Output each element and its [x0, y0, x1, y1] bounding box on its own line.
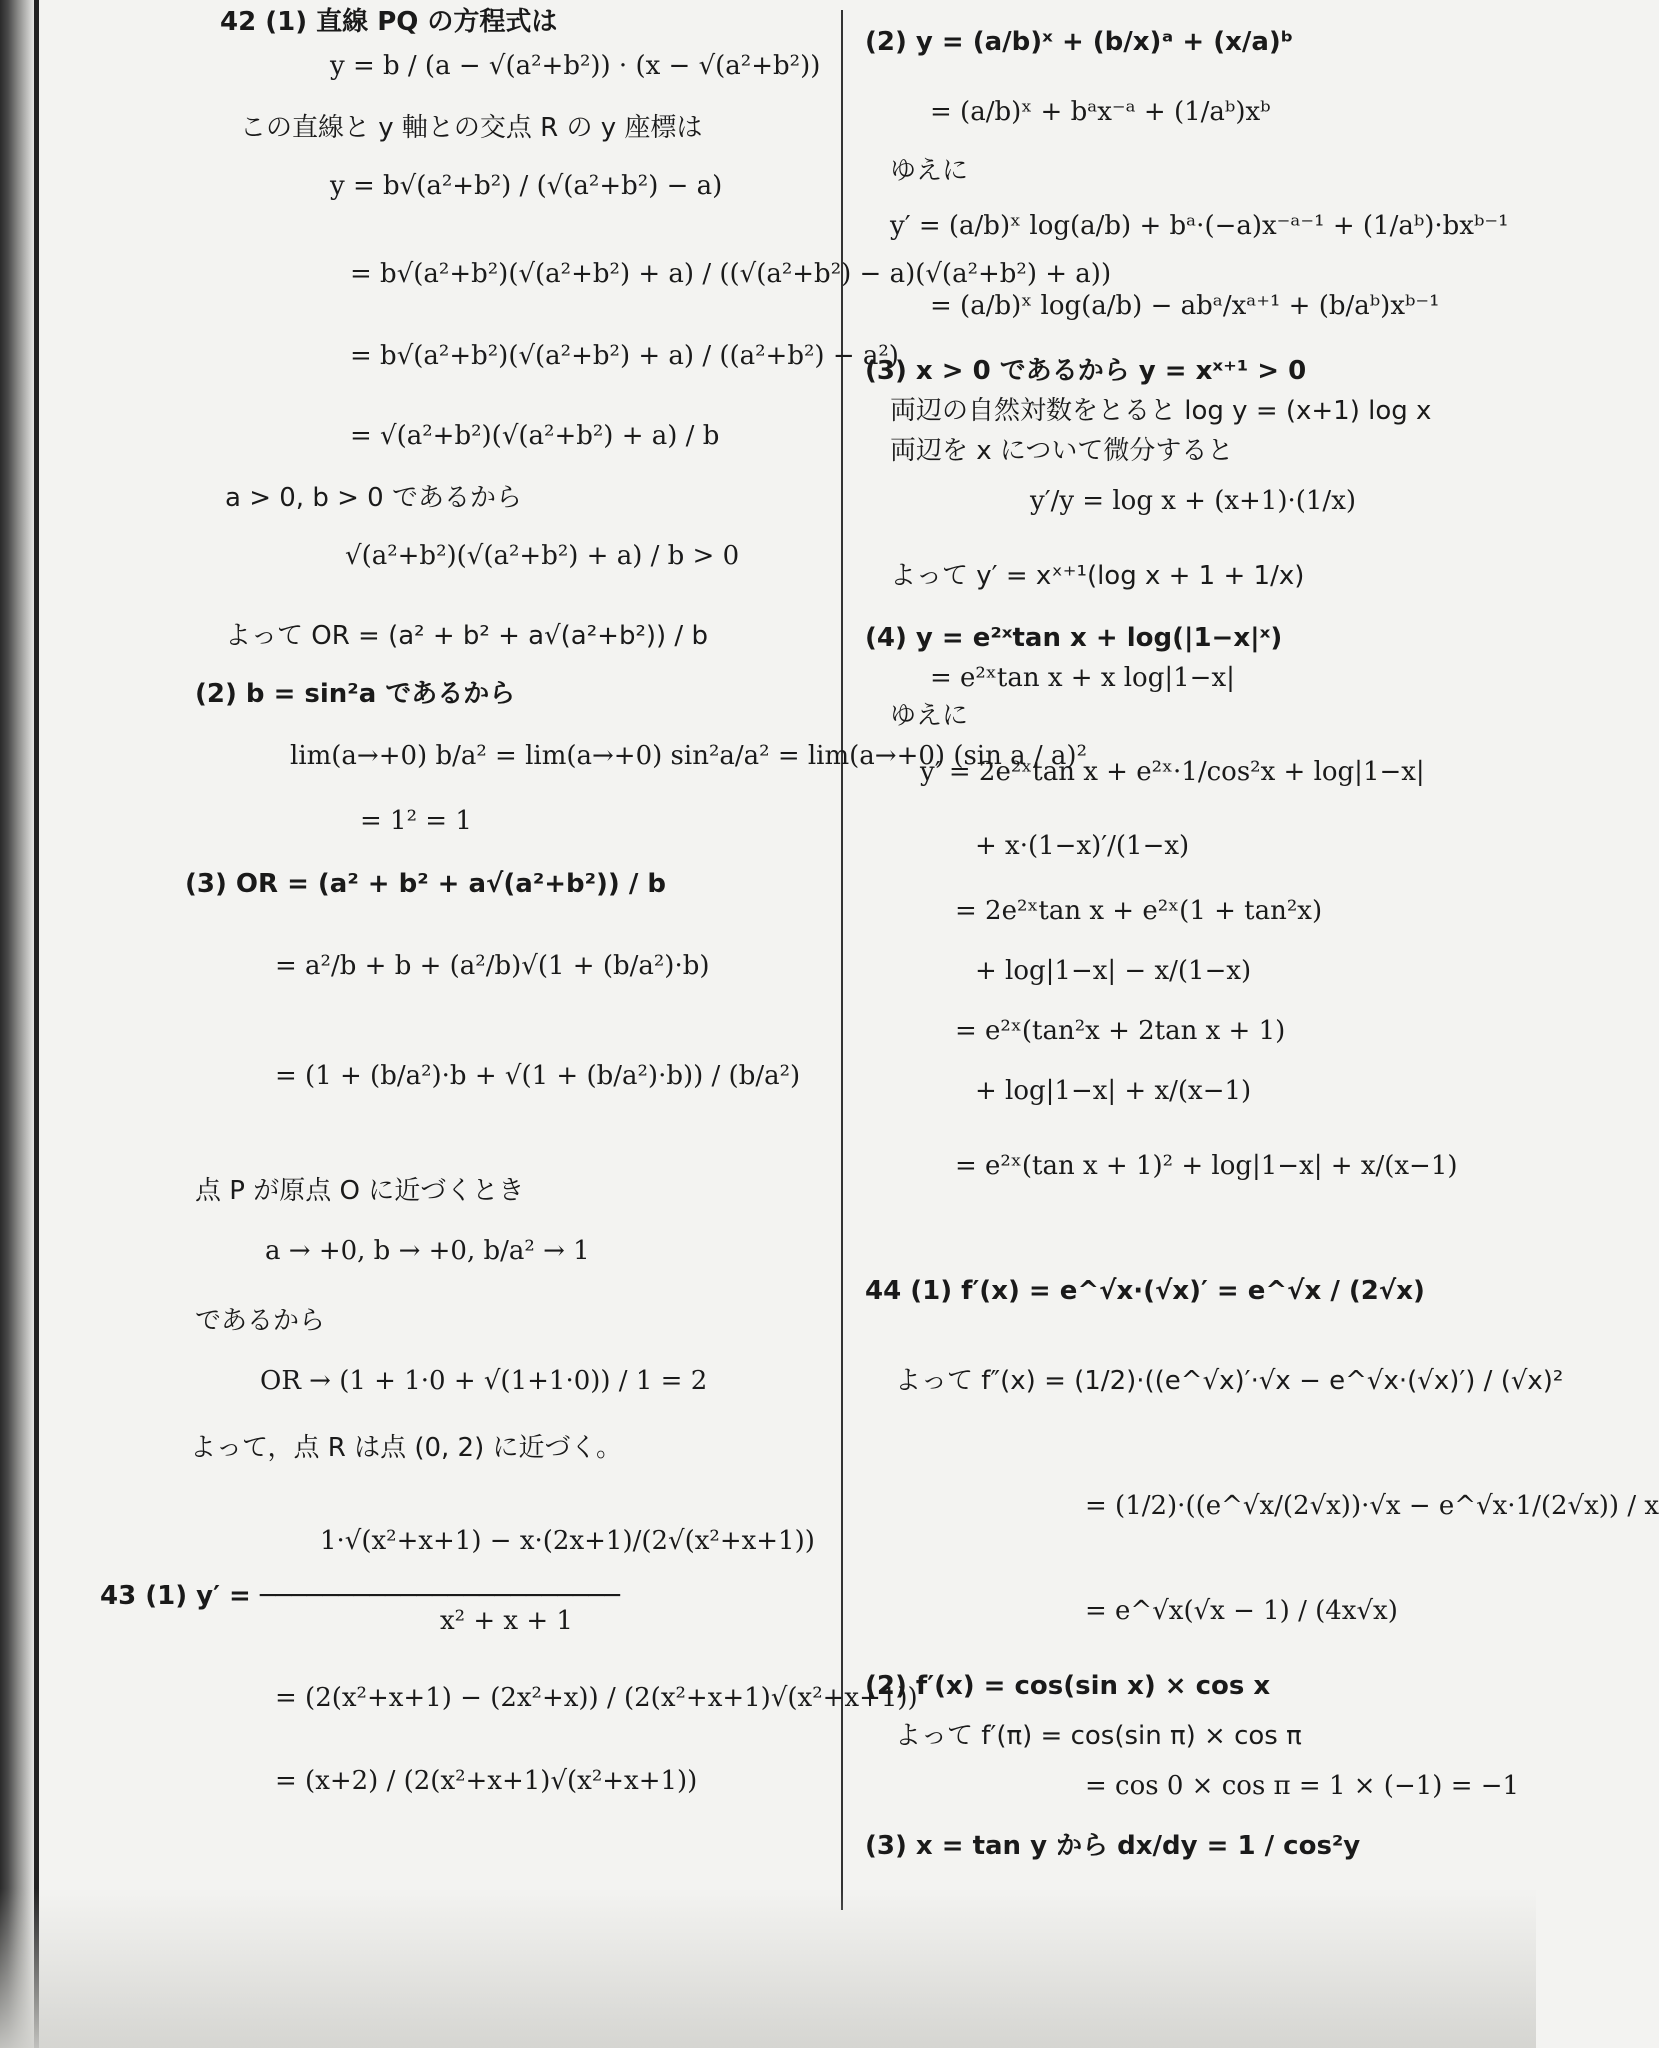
- math-line: = b√(a²+b²)(√(a²+b²) + a) / ((a²+b²) − a²): [350, 341, 899, 371]
- math-line: = (1/2)·((e^√x/(2√x))·√x − e^√x·1/(2√x)) / x: [1085, 1491, 1659, 1521]
- math-line: よって f″(x) = (1/2)·((e^√x)′·√x − e^√x·(√x)′) / (√x)²: [895, 1366, 1564, 1396]
- math-line: = e²ˣ(tan x + 1)² + log|1−x| + x/(x−1): [955, 1151, 1458, 1181]
- math-line: = (1 + (b/a²)·b + √(1 + (b/a²)·b)) / (b/a²): [275, 1061, 801, 1091]
- math-line: a → +0, b → +0, b/a² → 1: [265, 1236, 590, 1266]
- math-line: よって f′(π) = cos(sin π) × cos π: [895, 1721, 1302, 1751]
- problem-42-4b-heading: (4) y = e²ˣtan x + log(|1−x|ˣ): [865, 623, 1283, 653]
- text-line: この直線と y 軸との交点 R の y 座標は: [240, 113, 703, 143]
- problem-43-1-heading: 43 (1) y′ = ───────────────────────: [100, 1581, 620, 1611]
- math-line: = e^√x(√x − 1) / (4x√x): [1085, 1596, 1398, 1626]
- text-line: 点 P が原点 O に近づくとき: [195, 1176, 525, 1206]
- text-line: 両辺の自然対数をとると log y = (x+1) log x: [890, 396, 1432, 426]
- problem-42-3b-heading: (3) x > 0 であるから y = xˣ⁺¹ > 0: [865, 356, 1307, 386]
- math-line: = cos 0 × cos π = 1 × (−1) = −1: [1085, 1771, 1520, 1801]
- math-line: = (a/b)ˣ + bᵃx⁻ᵃ + (1/aᵇ)xᵇ: [930, 97, 1271, 127]
- math-line: = (a/b)ˣ log(a/b) − abᵃ/xᵃ⁺¹ + (b/aᵇ)xᵇ⁻¹: [930, 291, 1440, 321]
- page-edge-rule: [34, 0, 39, 2048]
- math-line: = e²ˣ(tan²x + 2tan x + 1): [955, 1016, 1286, 1046]
- page-edge-shadow: [0, 0, 34, 2048]
- problem-42-2-heading: (2) b = sin²a であるから: [195, 679, 516, 709]
- text-line: ゆえに: [890, 156, 969, 186]
- problem-44-1-heading: 44 (1) f′(x) = e^√x·(√x)′ = e^√x / (2√x): [865, 1276, 1425, 1306]
- text-line: であるから: [195, 1306, 326, 1336]
- math-line: = a²/b + b + (a²/b)√(1 + (b/a²)·b): [275, 951, 710, 981]
- math-line: + log|1−x| − x/(1−x): [975, 956, 1252, 986]
- math-line: y = b√(a²+b²) / (√(a²+b²) − a): [330, 171, 723, 201]
- problem-44-3-heading: (3) x = tan y から dx/dy = 1 / cos²y: [865, 1831, 1361, 1861]
- bottom-shadow: [0, 1888, 1536, 2048]
- math-line: + x·(1−x)′/(1−x): [975, 831, 1190, 861]
- math-line: y′ = (a/b)ˣ log(a/b) + bᵃ·(−a)x⁻ᵃ⁻¹ + (1/aᵇ)·bxᵇ⁻¹: [890, 211, 1509, 241]
- problem-42-1-heading: 42 (1) 直線 PQ の方程式は: [220, 7, 558, 37]
- math-line: y′/y = log x + (x+1)·(1/x): [1030, 486, 1357, 516]
- column-divider: [841, 10, 843, 1910]
- text-line: 両辺を x について微分すると: [890, 436, 1234, 466]
- math-line: = b√(a²+b²)(√(a²+b²) + a) / ((√(a²+b²) − a)(√(a²+b²) + a)): [350, 259, 1112, 289]
- problem-42-2b-heading: (2) y = (a/b)ˣ + (b/x)ᵃ + (x/a)ᵇ: [865, 27, 1294, 57]
- math-line: OR → (1 + 1·0 + √(1+1·0)) / 1 = 2: [260, 1366, 708, 1396]
- math-line: = √(a²+b²)(√(a²+b²) + a) / b: [350, 421, 720, 451]
- math-line: lim(a→+0) b/a² = lim(a→+0) sin²a/a² = lim(a→+0) (sin a / a)²: [290, 741, 1087, 771]
- text-line: a > 0, b > 0 であるから: [225, 483, 522, 513]
- math-line: 1·√(x²+x+1) − x·(2x+1)/(2√(x²+x+1)): [320, 1526, 815, 1556]
- text-line: よって，点 R は点 (0, 2) に近づく。: [190, 1433, 622, 1463]
- math-line: = 1² = 1: [360, 806, 472, 836]
- math-line: = (x+2) / (2(x²+x+1)√(x²+x+1)): [275, 1766, 698, 1796]
- math-line: = (2(x²+x+1) − (2x²+x)) / (2(x²+x+1)√(x²+x+1)): [275, 1683, 918, 1713]
- math-line: y′ = 2e²ˣtan x + e²ˣ·1/cos²x + log|1−x|: [920, 757, 1425, 787]
- math-line: = e²ˣtan x + x log|1−x|: [930, 663, 1235, 693]
- text-line: よって OR = (a² + b² + a√(a²+b²)) / b: [225, 621, 708, 651]
- problem-42-3-heading: (3) OR = (a² + b² + a√(a²+b²)) / b: [185, 869, 666, 899]
- math-line: x² + x + 1: [440, 1606, 573, 1636]
- math-line: y = b / (a − √(a²+b²)) · (x − √(a²+b²)): [330, 51, 821, 81]
- math-line: + log|1−x| + x/(x−1): [975, 1076, 1252, 1106]
- math-line: √(a²+b²)(√(a²+b²) + a) / b > 0: [345, 541, 740, 571]
- text-line: よって y′ = xˣ⁺¹(log x + 1 + 1/x): [890, 561, 1305, 591]
- math-line: = 2e²ˣtan x + e²ˣ(1 + tan²x): [955, 896, 1323, 926]
- text-line: ゆえに: [890, 701, 969, 731]
- problem-44-2-heading: (2) f′(x) = cos(sin x) × cos x: [865, 1671, 1271, 1701]
